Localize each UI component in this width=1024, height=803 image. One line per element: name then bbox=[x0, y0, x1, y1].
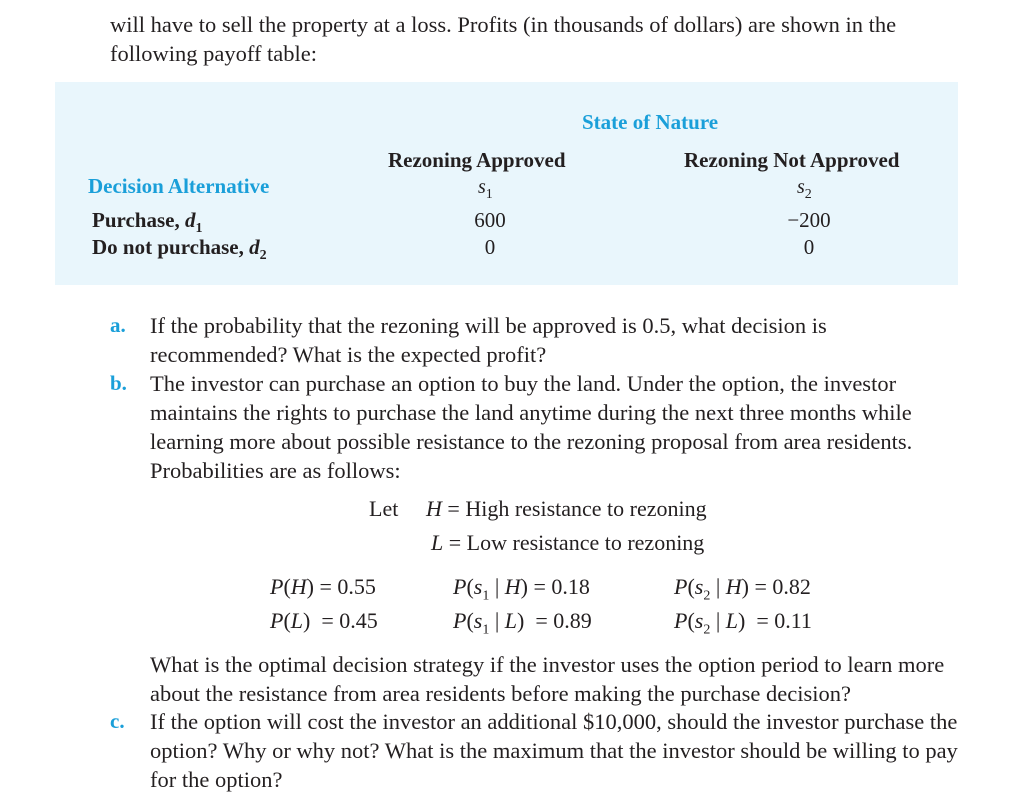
question-a-text: If the probability that the rezoning will be approved is 0.5, what decision is recommended? What is the expected profit? bbox=[150, 313, 827, 367]
row-label-purchase: Purchase, $d_1$ bbox=[92, 208, 203, 237]
state-symbol-s1: $s_1$ bbox=[478, 176, 493, 202]
question-c-letter: c. bbox=[110, 709, 125, 733]
cell-d2-s1: 0 bbox=[484, 235, 496, 259]
question-b-letter: b. bbox=[110, 371, 127, 395]
decision-alternative-header: Decision Alternative bbox=[88, 174, 270, 198]
intro-paragraph: will have to sell the property at a loss. Profits (in thousands of dollars) are shown in the following payoff table: bbox=[110, 12, 897, 66]
definition-h: H = High resistance to rezoning bbox=[426, 496, 707, 521]
cell-d1-s1: 600 bbox=[474, 208, 506, 232]
question-b-followup: What is the optimal decision strategy if the investor uses the option period to learn more about the resistance from area residents before making the purchase decision? bbox=[150, 652, 945, 706]
prob-s2-given-h: $P(s_2$ | H) = 0.82 bbox=[674, 574, 811, 604]
state-symbol-s2: $s_2$ bbox=[797, 176, 812, 202]
prob-s1-given-h: $P(s_1$ | H) = 0.18 bbox=[453, 574, 590, 604]
prob-h: P(H) = 0.55 bbox=[270, 574, 376, 599]
column-header-not-approved: Rezoning Not Approved bbox=[684, 148, 900, 172]
question-a-letter: a. bbox=[110, 313, 126, 337]
definition-l: L = Low resistance to rezoning bbox=[431, 530, 705, 555]
prob-l: P(L) = 0.45 bbox=[270, 608, 378, 633]
cell-d2-s2: 0 bbox=[803, 235, 815, 259]
prob-s2-given-l: $P(s_2$ | L) = 0.11 bbox=[674, 608, 812, 638]
row-label-do-not-purchase: Do not purchase, $d_2$ bbox=[92, 235, 267, 264]
prob-s1-given-l: $P(s_1$ | L) = 0.89 bbox=[453, 608, 592, 638]
let-word: Let bbox=[369, 496, 399, 521]
question-c-text: If the option will cost the investor an additional $10,000, should the investor purchase the option? Why or why not? What is the maximum that the investor should be willing to pay for the option? bbox=[150, 709, 958, 792]
cell-d1-s2: −200 bbox=[787, 208, 831, 232]
question-b-text: The investor can purchase an option to buy the land. Under the option, the investor maintains the rights to purchase the land anytime during the next three months while learning more about possible resistance to the rezoning proposal from area residents. Probabilities are as follows: bbox=[150, 371, 913, 483]
column-header-approved: Rezoning Approved bbox=[388, 148, 566, 172]
state-of-nature-header: State of Nature bbox=[582, 110, 719, 134]
payoff-table bbox=[55, 82, 958, 285]
